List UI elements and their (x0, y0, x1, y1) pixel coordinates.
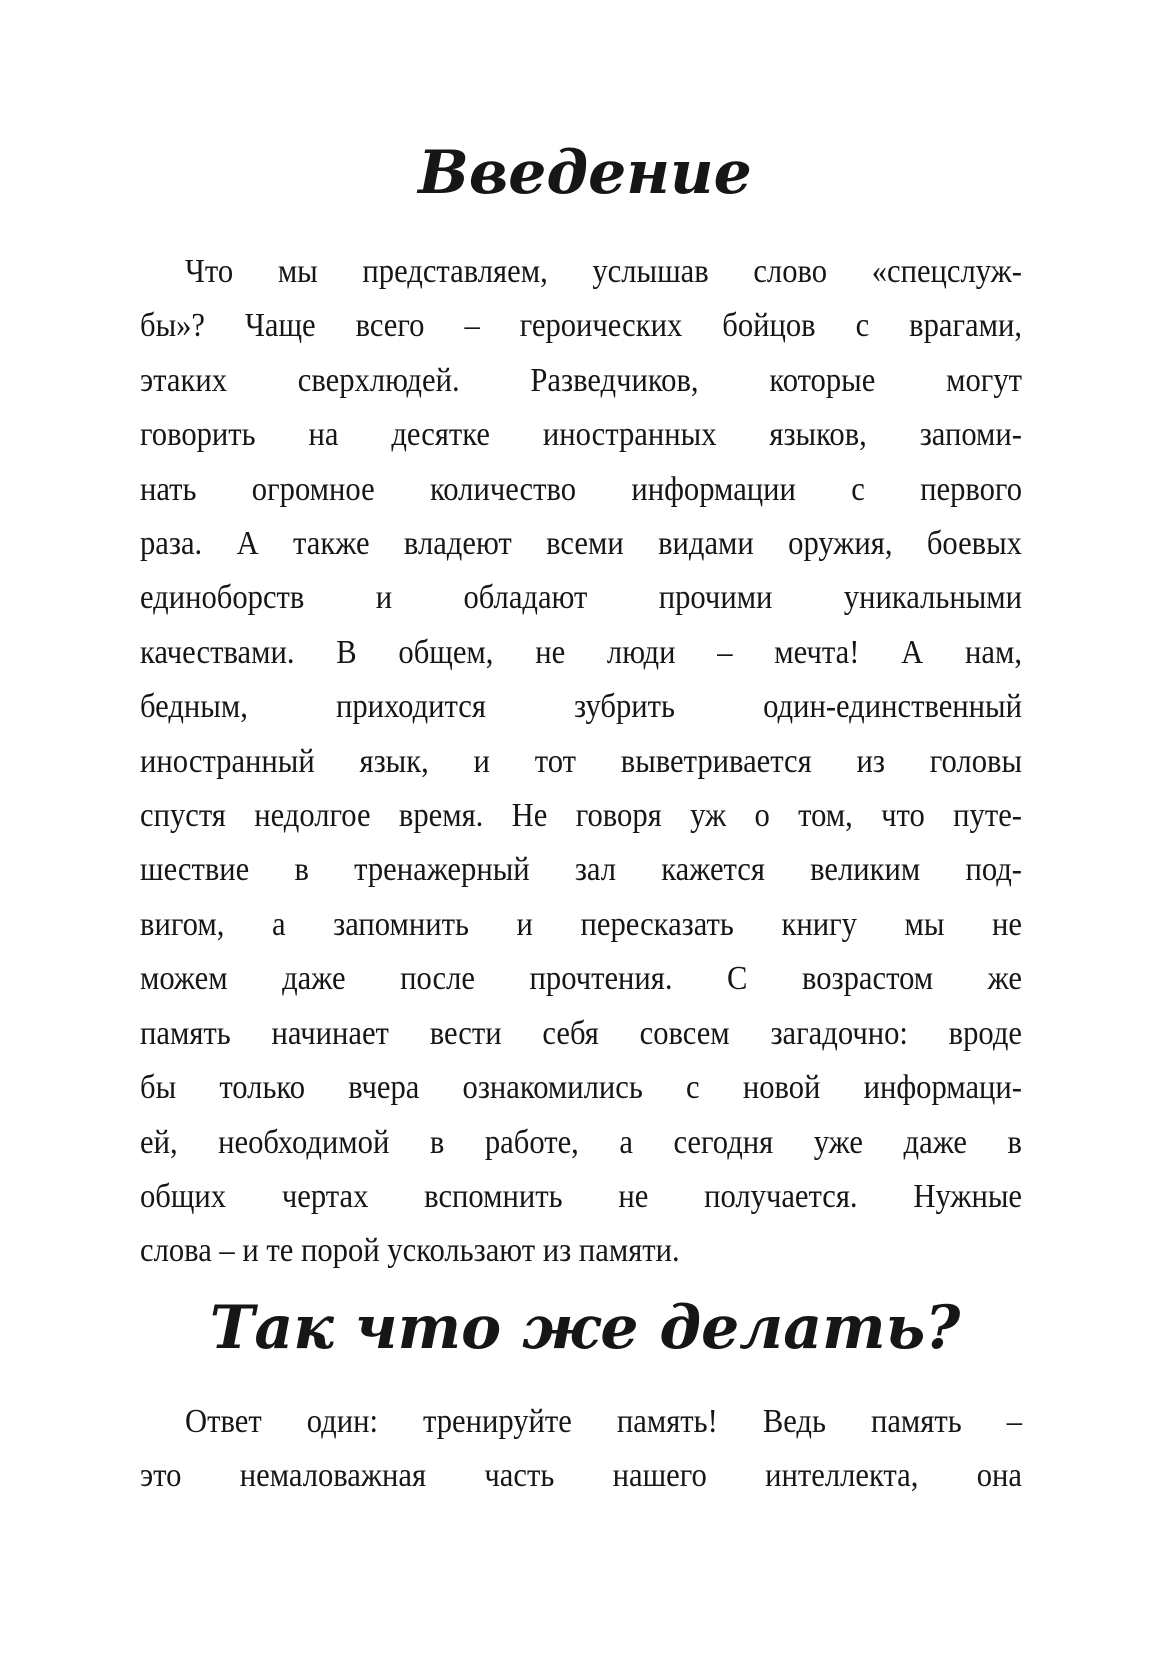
text-line: память начинает вести себя совсем загадочно: вроде (140, 1014, 1022, 1052)
text-line: Ответ один: тренируйте память! Ведь память – (185, 1403, 1022, 1440)
text-line: ей, необходимой в работе, а сегодня уже даже в (140, 1123, 1022, 1161)
text-line: иностранный язык, и тот выветривается из головы (140, 742, 1022, 780)
text-line: бы только вчера ознакомились с новой информаци- (140, 1069, 1022, 1107)
text-line: раза. А также владеют всеми видами оружия, боевых (140, 525, 1022, 563)
chapter-title: Введение (418, 138, 752, 208)
text-line: единоборств и обладают прочими уникальными (140, 579, 1022, 617)
text-line: спустя недолгое время. Не говоря уж о том, что путе- (140, 797, 1022, 835)
text-line: нать огромное количество информации с первого (140, 470, 1022, 508)
text-line: говорить на десятке иностранных языков, запоми- (140, 416, 1022, 454)
text-line: вигом, а запомнить и пересказать книгу мы не (140, 905, 1022, 943)
section-title: Так что же делать? (209, 1293, 961, 1363)
text-line: качествами. В общем, не люди – мечта! А нам, (140, 633, 1022, 671)
text-line: бы»? Чаще всего – героических бойцов с врагами, (140, 307, 1022, 345)
text-line: общих чертах вспомнить не получается. Нужные (140, 1177, 1022, 1215)
text-line: этаких сверхлюдей. Разведчиков, которые могут (140, 361, 1022, 399)
intro-paragraph (140, 245, 1022, 1279)
text-line: это немаловажная часть нашего интеллекта, она (140, 1457, 1022, 1495)
answer-paragraph (140, 1395, 1022, 1504)
text-line: бедным, приходится зубрить один-единственный (140, 688, 1022, 726)
text-line: можем даже после прочтения. С возрастом же (140, 960, 1022, 998)
text-line: Что мы представляем, услышав слово «спецслуж- (185, 253, 1022, 290)
text-line: шествие в тренажерный зал кажется великим под- (140, 851, 1022, 889)
text-line: слова – и те порой ускользают из памяти. (140, 1232, 680, 1270)
